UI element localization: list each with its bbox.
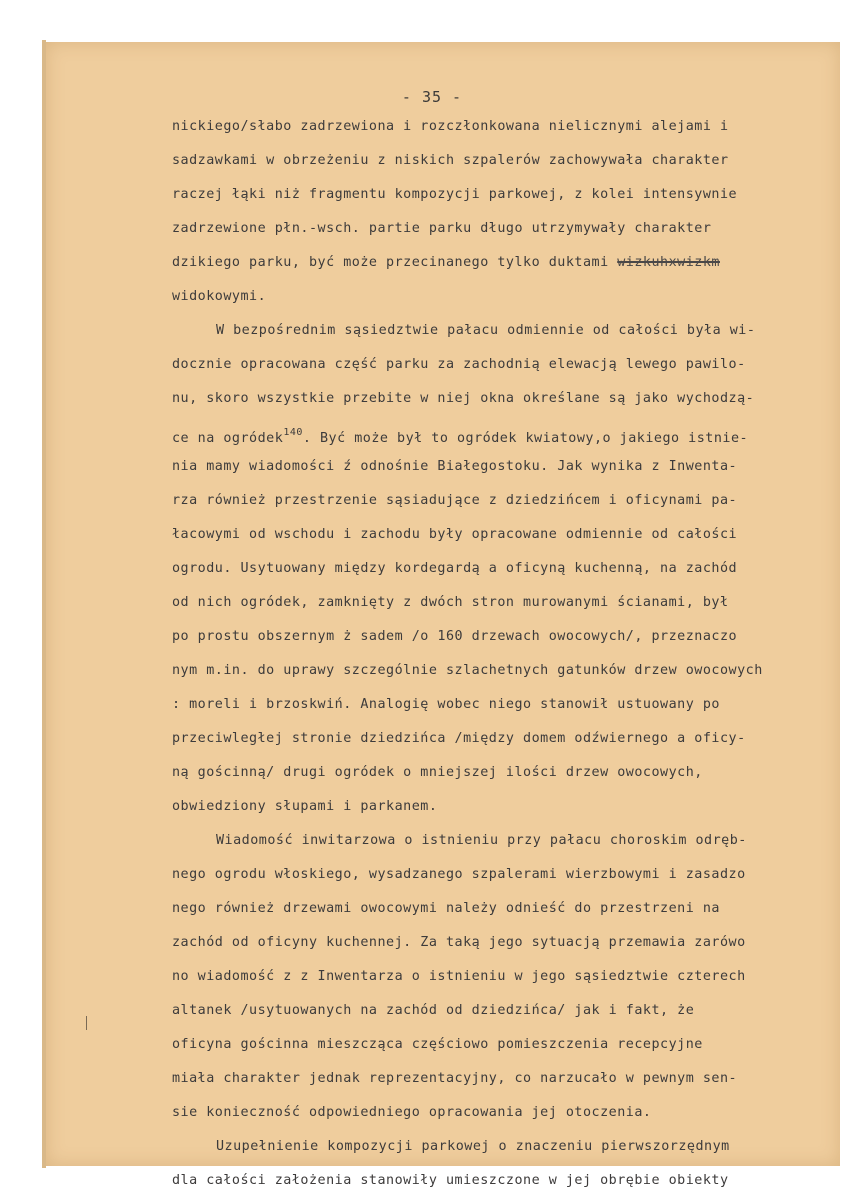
text-line: nia mamy wiadomości ź odnośnie Białegostoku. Jak wynika z Inwenta- bbox=[172, 459, 738, 474]
text-line: nu, skoro wszystkie przebite w niej okna określane są jako wychodzą- bbox=[172, 391, 755, 406]
struck-out-word: wizkuhxwizkm bbox=[617, 255, 720, 270]
page-number: - 35 - bbox=[401, 88, 463, 106]
text-line: nickiego/słabo zadrzewiona i rozczłonkowana nielicznymi alejami i bbox=[172, 119, 729, 134]
text-line: Wiadomość inwitarzowa o istnieniu przy pałacu choroskim odręb- bbox=[216, 833, 747, 848]
text-line: W bezpośrednim sąsiedztwie pałacu odmiennie od całości była wi- bbox=[216, 323, 756, 338]
text-line: łacowymi od wschodu i zachodu były opracowane odmiennie od całości bbox=[172, 527, 738, 542]
text-line-tail: . Być może był to ogródek kwiatowy,o jakiego istnie- bbox=[302, 431, 749, 446]
text-line: : moreli i brzoskwiń. Analogię wobec niego stanowił ustuowany po bbox=[172, 697, 720, 712]
text-line: zachód od oficyny kuchennej. Za taką jego sytuacją przemawia zarówo bbox=[172, 935, 746, 950]
text-line: rza również przestrzenie sąsiadujące z dziedzińcem i oficynami pa- bbox=[172, 493, 738, 508]
text-line: po prostu obszernym ż sadem /o 160 drzewach owocowych/, przeznaczo bbox=[172, 629, 738, 644]
text-line: oficyna gościnna mieszcząca częściowo pomieszczenia recepcyjne bbox=[172, 1037, 703, 1052]
margin-mark bbox=[86, 1016, 87, 1030]
text-line: raczej łąki niż fragmentu kompozycji parkowej, z kolei intensywnie bbox=[172, 187, 738, 202]
text-line-main: ce na ogródek bbox=[172, 431, 284, 446]
text-line: zadrzewione płn.-wsch. partie parku długo utrzymywały charakter bbox=[172, 221, 712, 236]
text-line: miała charakter jednak reprezentacyjny, co narzucało w pewnym sen- bbox=[172, 1071, 738, 1086]
text-line bbox=[172, 416, 832, 450]
text-line bbox=[172, 246, 832, 280]
text-line: altanek /usytuowanych na zachód od dziedzińca/ jak i fakt, że bbox=[172, 1003, 695, 1018]
text-line: dla całości założenia stanowiły umieszczone w jej obrębie obiekty bbox=[172, 1173, 729, 1188]
text-line: ogrodu. Usytuowany między kordegardą a oficyną kuchenną, na zachód bbox=[172, 561, 738, 576]
text-line-main: dzikiego parku, być może przecinanego tylko duktami bbox=[172, 255, 609, 270]
text-line: nego również drzewami owocowymi należy odnieść do przestrzeni na bbox=[172, 901, 720, 916]
text-line: obwiedziony słupami i parkanem. bbox=[172, 799, 438, 814]
text-line: ną gościnną/ drugi ogródek o mniejszej ilości drzew owocowych, bbox=[172, 765, 703, 780]
text-line: sie konieczność odpowiedniego opracowania jej otoczenia. bbox=[172, 1105, 652, 1120]
text-line: sadzawkami w obrzeżeniu z niskich szpalerów zachowywała charakter bbox=[172, 153, 729, 168]
typewritten-body bbox=[172, 110, 832, 1198]
text-line: no wiadomość z z Inwentarza o istnieniu w jego sąsiedztwie czterech bbox=[172, 969, 746, 984]
text-line: widokowymi. bbox=[172, 289, 267, 304]
text-line: przeciwległej stronie dziedzińca /między domem odźwiernego a oficy- bbox=[172, 731, 746, 746]
text-line: od nich ogródek, zamknięty z dwóch stron murowanymi ścianami, był bbox=[172, 595, 729, 610]
text-line: nym m.in. do uprawy szczególnie szlachetnych gatunków drzew owocowych bbox=[172, 663, 763, 678]
text-line: docznie opracowana część parku za zachodnią elewacją lewego pawilo- bbox=[172, 357, 746, 372]
text-line: nego ogrodu włoskiego, wysadzanego szpalerami wierzbowymi i zasadzo bbox=[172, 867, 746, 882]
text-line: Uzupełnienie kompozycji parkowej o znaczeniu pierwszorzędnym bbox=[216, 1139, 730, 1154]
footnote-reference: 140 bbox=[283, 427, 303, 438]
